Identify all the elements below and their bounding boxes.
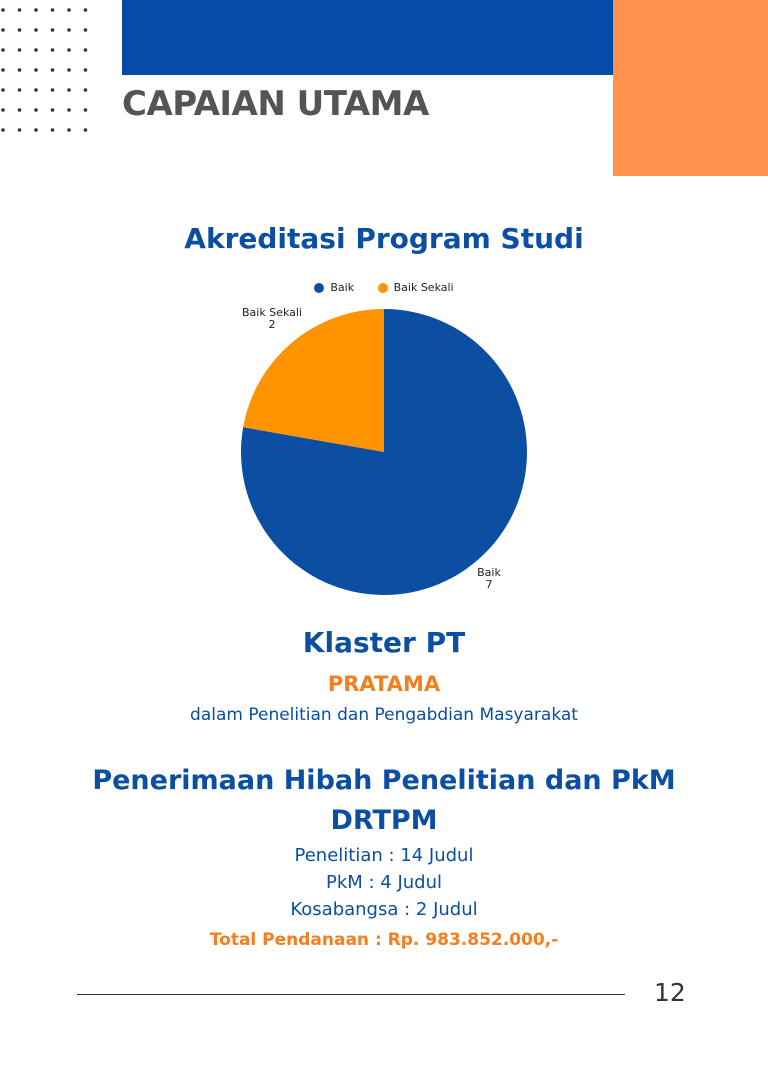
decor-dot xyxy=(1,128,5,132)
hibah-title xyxy=(0,761,768,841)
decor-dot xyxy=(67,28,71,32)
decor-dot xyxy=(18,68,22,72)
decor-dot xyxy=(34,28,38,32)
decor-dot xyxy=(1,108,5,112)
decor-dot xyxy=(18,28,22,32)
pie-label-baik-sekali-name: Baik Sekali xyxy=(242,306,302,319)
decor-dot xyxy=(34,68,38,72)
decor-dot xyxy=(84,108,88,112)
decor-dot xyxy=(51,8,55,12)
pie-label-baik-name: Baik xyxy=(477,566,501,579)
legend-label-baik-sekali: Baik Sekali xyxy=(393,281,454,294)
legend-label-baik: Baik xyxy=(330,281,355,294)
hibah-title-line-1: Penerimaan Hibah Penelitian dan PkM xyxy=(92,765,676,796)
hibah-title-line-2: DRTPM xyxy=(330,805,438,836)
decor-dot xyxy=(51,108,55,112)
decor-dot xyxy=(34,48,38,52)
decor-dot xyxy=(18,88,22,92)
decor-dot xyxy=(84,8,88,12)
decor-dot xyxy=(84,88,88,92)
header-orange-block xyxy=(613,0,768,176)
decor-dot xyxy=(1,8,5,12)
decor-dot xyxy=(84,48,88,52)
decor-dot xyxy=(18,128,22,132)
decor-dot xyxy=(51,48,55,52)
pie-label-baik-sekali-value: 2 xyxy=(268,318,276,331)
decor-dot xyxy=(67,108,71,112)
total-funding: Total Pendanaan : Rp. 983.852.000,- xyxy=(209,930,559,950)
decor-dot xyxy=(1,28,5,32)
footer-divider xyxy=(77,994,625,995)
decor-dot xyxy=(34,128,38,132)
decor-dot xyxy=(67,88,71,92)
decor-dot xyxy=(67,8,71,12)
klaster-title: Klaster PT xyxy=(302,626,466,659)
decor-dot xyxy=(34,88,38,92)
decor-dot xyxy=(1,68,5,72)
decor-dot xyxy=(84,28,88,32)
decor-dot xyxy=(18,8,22,12)
decor-dot xyxy=(67,68,71,72)
klaster-description: dalam Penelitian dan Pengabdian Masyarakat xyxy=(190,705,578,725)
dot-pattern xyxy=(0,0,110,140)
decor-dot xyxy=(1,48,5,52)
header-blue-bar xyxy=(122,0,613,75)
chart-title: Akreditasi Program Studi xyxy=(184,222,584,255)
decor-dot xyxy=(18,108,22,112)
decor-dot xyxy=(51,88,55,92)
decor-dot xyxy=(1,88,5,92)
page-title: CAPAIAN UTAMA xyxy=(122,84,429,124)
decor-dot xyxy=(51,128,55,132)
decor-dot xyxy=(51,68,55,72)
page-number: 12 xyxy=(654,978,686,1007)
decor-dot xyxy=(34,108,38,112)
decor-dot xyxy=(34,8,38,12)
pie-label-baik-value: 7 xyxy=(485,578,493,591)
decor-dot xyxy=(51,28,55,32)
klaster-level: PRATAMA xyxy=(327,672,441,696)
decor-dot xyxy=(67,48,71,52)
pie-chart xyxy=(0,290,768,610)
decor-dot xyxy=(84,68,88,72)
decor-dot xyxy=(67,128,71,132)
hibah-item-penelitian: Penelitian : 14 Judul xyxy=(294,845,474,866)
pie-slice-baik-sekali xyxy=(243,309,384,452)
hibah-item-kosabangsa: Kosabangsa : 2 Judul xyxy=(290,899,478,920)
hibah-item-pkm: PkM : 4 Judul xyxy=(325,872,443,893)
decor-dot xyxy=(18,48,22,52)
decor-dot xyxy=(84,128,88,132)
